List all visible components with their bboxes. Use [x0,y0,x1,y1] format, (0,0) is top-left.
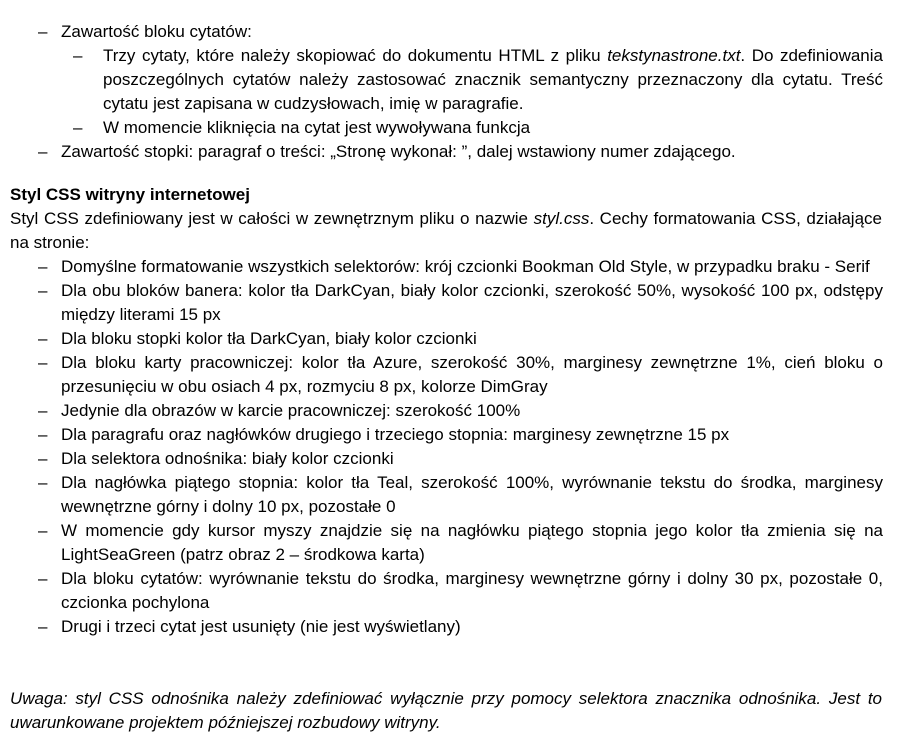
quotes-sublist [61,44,883,140]
sublist-text: . Do zdefiniowania poszczególnych cytatów należy zastosować znacznik semantyczny przeznaczony dla cytatu. Treść cytatu jest zapisana w cudzysłowach, imię w paragrafie. [103,46,883,113]
section-title: Styl CSS witryny internetowej [10,185,250,204]
list-item: – Dla selektora odnośnika: biały kolor czcionki [0,447,909,471]
list-item-label: Zawartość bloku cytatów: [61,22,252,41]
html-requirements-list [0,20,909,164]
list-item: – Dla bloku cytatów: wyrównanie tekstu do środka, marginesy wewnętrzne górny i dolny 30 px, pozostałe 0, czcionka pochylona [0,567,909,615]
file-name: styl.css [533,209,590,228]
sublist-text: W momencie kliknięcia na cytat jest wywoływana funkcja [103,118,531,137]
list-item: – Dla bloku karty pracowniczej: kolor tła Azure, szerokość 30%, marginesy zewnętrzne 1%, cień bloku o przesunięciu w obu osiach 4 px, rozmyciu 8 px, kolorze DimGray [0,351,909,399]
list-item: – W momencie gdy kursor myszy znajdzie się na nagłówku piątego stopnia jego kolor tła zmienia się na LightSeaGreen (patrz obraz 2 – środkowa karta) [0,519,909,567]
list-item: – Jedynie dla obrazów w karcie pracowniczej: szerokość 100% [0,399,909,423]
list-item: – Dla paragrafu oraz nagłówków drugiego i trzeciego stopnia: marginesy zewnętrzne 15 px [0,423,909,447]
sublist-text: Trzy cytaty, które należy skopiować do dokumentu HTML z pliku [103,46,608,65]
sublist-item-quotes [61,44,883,116]
list-item-quotes-block [0,20,909,140]
section-intro [10,207,882,255]
list-item: – Dla nagłówka piątego stopnia: kolor tła Teal, szerokość 100%, wyrównanie tekstu do środka, marginesy wewnętrzne górny i dolny 10 px, pozostałe 0 [0,471,909,519]
list-item: – Domyślne formatowanie wszystkich selektorów: krój czcionki Bookman Old Style, w przypadku braku - Serif [0,255,909,279]
file-name: tekstynastrone.txt [607,46,741,65]
list-item-text: Zawartość stopki: paragraf o treści: „Stronę wykonał: ”, dalej wstawiony numer zdającego. [61,142,736,161]
intro-text: Styl CSS zdefiniowany jest w całości w zewnętrznym pliku o nazwie [10,209,534,228]
list-item: – Dla bloku stopki kolor tła DarkCyan, biały kolor czcionki [0,327,909,351]
note-paragraph: Uwaga: styl CSS odnośnika należy zdefiniować wyłącznie przy pomocy selektora znacznika odnośnika. Jest to uwarunkowane projektem późniejszej rozbudowy witryny. [10,689,882,732]
list-item: – Drugi i trzeci cytat jest usunięty (nie jest wyświetlany) [0,615,909,639]
sublist-item-click [61,116,883,140]
css-section [10,183,882,255]
list-item: – Dla obu bloków banera: kolor tła DarkCyan, biały kolor czcionki, szerokość 50%, wysokość 100 px, odstępy między literami 15 px [0,279,909,327]
css-rules-list [0,255,909,639]
intro-text: . Cechy formatowania CSS, działające na stronie: [10,209,882,252]
list-item-footer-content [0,140,909,164]
